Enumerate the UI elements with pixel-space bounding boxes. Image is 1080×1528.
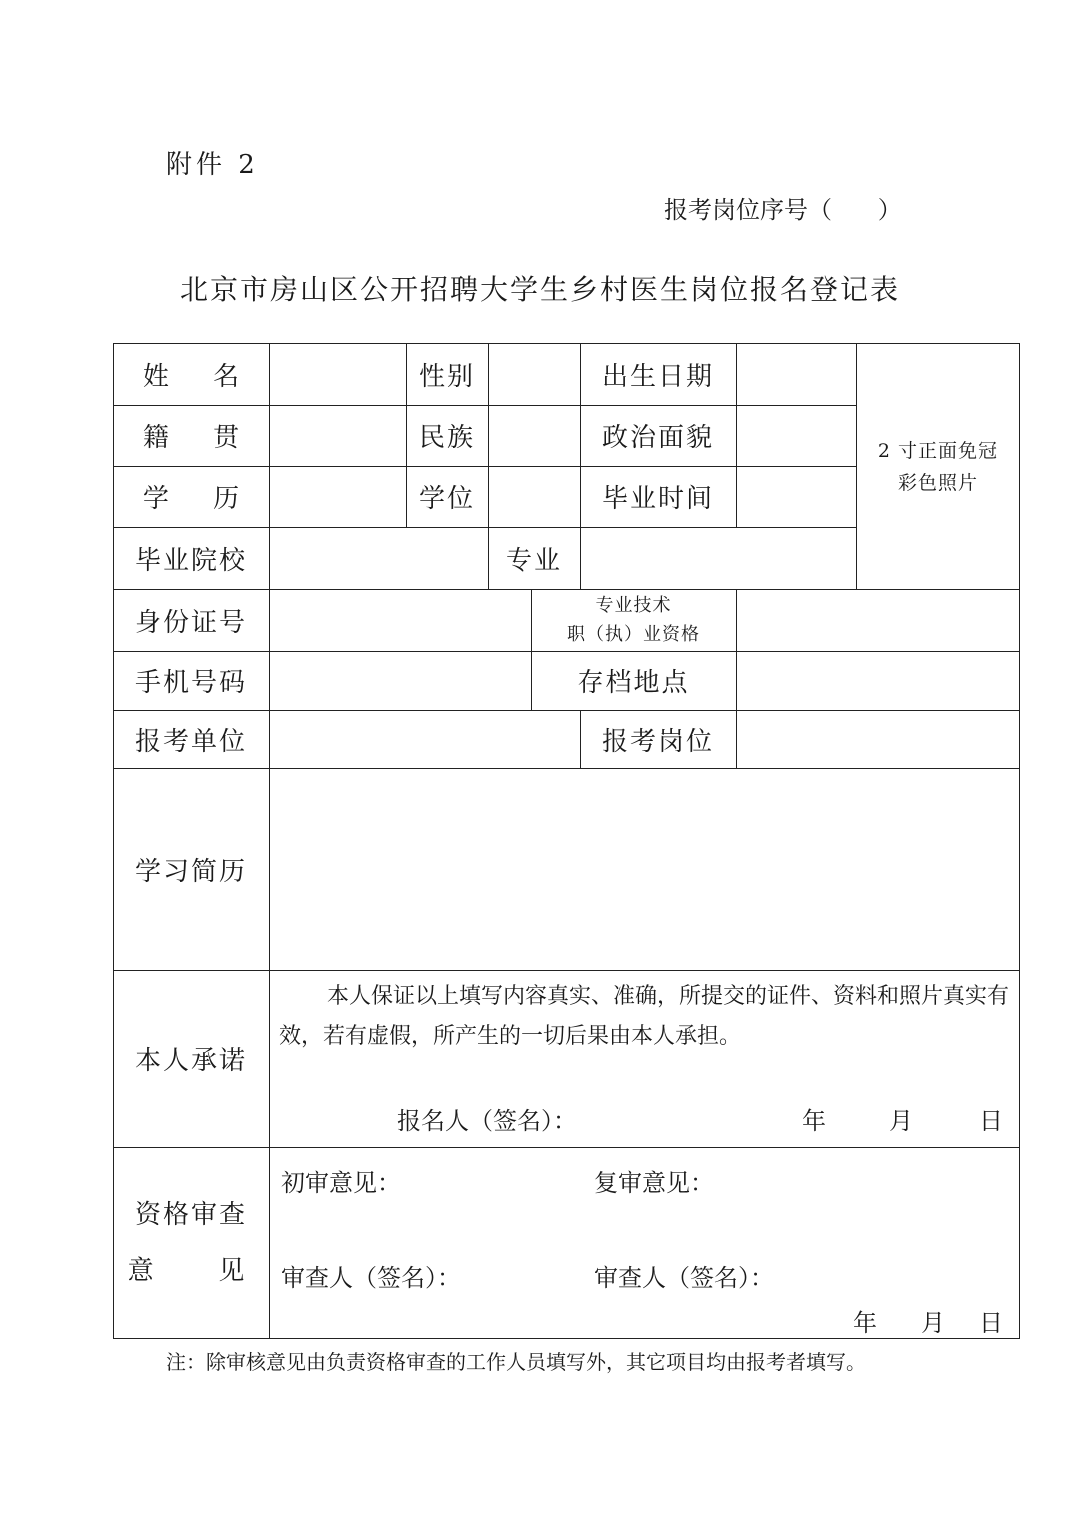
education-field[interactable] (270, 467, 406, 527)
apply-position-field[interactable] (737, 711, 1019, 768)
photo-placeholder[interactable] (857, 344, 1019, 589)
apply-unit-label: 报考单位 (134, 726, 247, 757)
reviewer1-signature-label: 审查人（签名）： (281, 1264, 461, 1292)
pledge-month-label: 月 (889, 1107, 913, 1135)
id-number-field[interactable] (270, 590, 531, 651)
major-field[interactable] (581, 528, 856, 589)
phone-field[interactable] (270, 652, 531, 710)
pledge-label: 本人承诺 (134, 1046, 247, 1076)
graduation-time-field[interactable] (737, 467, 856, 527)
reviewer2-signature-label: 审查人（签名）： (594, 1264, 774, 1292)
pledge-day-label: 日 (979, 1107, 1003, 1135)
gender-label: 性别 (418, 361, 475, 392)
pledge-year-label: 年 (802, 1107, 826, 1135)
first-review-opinion-label: 初审意见： (281, 1169, 401, 1197)
review-month-label: 月 (921, 1309, 945, 1337)
ethnicity-field[interactable] (489, 406, 580, 466)
major-label: 专业 (505, 545, 562, 576)
position-sequence-label: 报考岗位序号（ ） (664, 196, 902, 224)
native-place-field[interactable] (270, 406, 406, 466)
name-label: 姓 名 (142, 361, 258, 392)
review-label-line2: 意 见 (127, 1255, 255, 1286)
photo-caption-line2: 彩色照片 (897, 471, 978, 494)
education-label: 学 历 (142, 484, 258, 514)
political-status-field[interactable] (737, 406, 856, 466)
review-year-label: 年 (853, 1309, 877, 1337)
second-review-opinion-label: 复审意见： (594, 1169, 714, 1197)
qualification-label-line1: 专业技术 (595, 595, 672, 616)
study-history-field[interactable] (270, 769, 1019, 970)
qualification-label-line2: 职（执）业资格 (567, 624, 700, 645)
qualification-field[interactable] (737, 590, 1019, 651)
table-border-right (1019, 343, 1020, 1339)
study-history-label: 学习简历 (134, 856, 247, 887)
form-title: 北京市房山区公开招聘大学生乡村医生岗位报名登记表 (179, 273, 900, 306)
gender-field[interactable] (489, 344, 580, 405)
archive-location-field[interactable] (737, 652, 1019, 710)
school-label: 毕业院校 (134, 545, 247, 576)
graduation-time-label: 毕业时间 (601, 484, 714, 514)
degree-field[interactable] (489, 467, 580, 527)
registration-form-table (113, 343, 1020, 1339)
qualification-label (531, 589, 736, 651)
birth-date-field[interactable] (737, 344, 856, 405)
political-status-label: 政治面貌 (601, 423, 714, 453)
degree-label: 学位 (418, 484, 475, 514)
id-number-label: 身份证号 (134, 607, 247, 638)
review-day-label: 日 (979, 1309, 1003, 1337)
school-field[interactable] (270, 528, 488, 589)
apply-position-label: 报考岗位 (601, 726, 714, 757)
review-label-line1: 资格审查 (134, 1199, 247, 1230)
archive-location-label: 存档地点 (577, 668, 690, 698)
apply-unit-field[interactable] (270, 711, 580, 768)
native-place-label: 籍 贯 (142, 423, 258, 453)
footnote: 注：除审核意见由负责资格审查的工作人员填写外，其它项目均由报考者填写。 (166, 1350, 866, 1374)
attachment-label: 附件 2 (166, 150, 259, 180)
name-field[interactable] (270, 344, 406, 405)
phone-label: 手机号码 (134, 668, 247, 698)
review-label (113, 1147, 269, 1338)
ethnicity-label: 民族 (418, 423, 475, 453)
photo-caption-line1: 2 寸正面免冠 (877, 439, 999, 462)
pledge-signer-label: 报名人（签名）： (397, 1107, 577, 1135)
birth-date-label: 出生日期 (601, 361, 714, 392)
pledge-text: 本人保证以上填写内容真实、准确，所提交的证件、资料和照片真实有效，若有虚假，所产生的一切后果由本人承担。 (279, 984, 1010, 1049)
table-border-bottom (113, 1338, 1020, 1339)
